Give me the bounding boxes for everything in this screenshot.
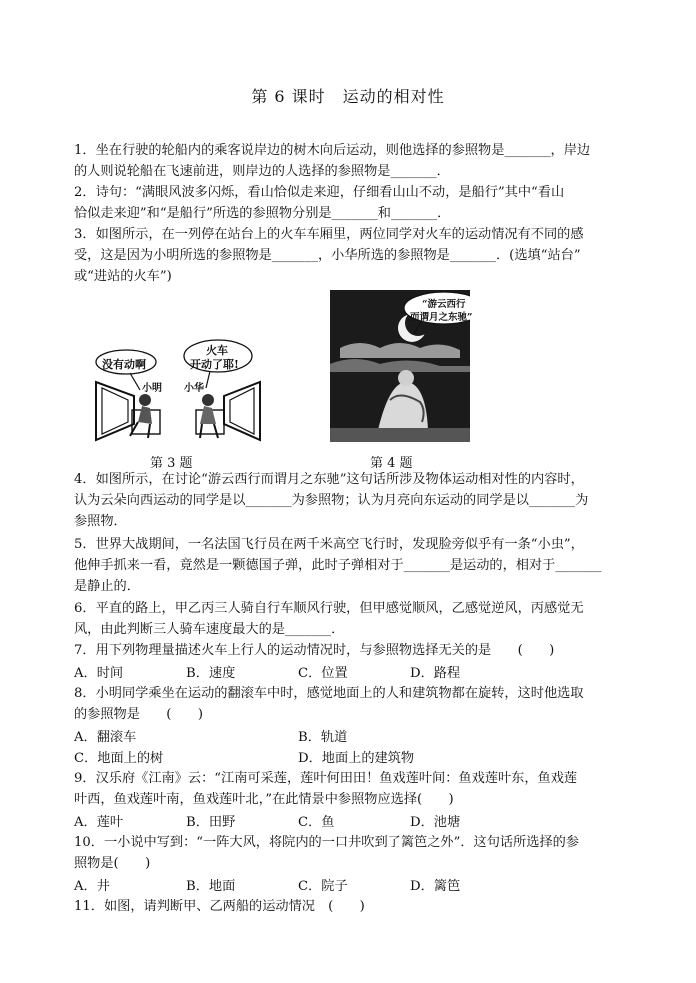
question-8-options-row1 <box>74 726 634 747</box>
question-10-options <box>74 875 634 896</box>
option-a: A．莲叶 <box>74 815 124 830</box>
label-xiaohua: 小华 <box>184 383 204 394</box>
question-9-options <box>74 811 634 832</box>
question-8-options-row2 <box>74 747 634 768</box>
bubble-line-2: 而谓月之东驰” <box>410 312 473 323</box>
bubble-line-1: “游云西行 <box>422 299 466 310</box>
option-a: A．时间 <box>74 666 124 681</box>
question-4: 4．如图所示，在讨论“游云西行而谓月之东驰”这句话所涉及物体运动相对性的内容时， 认为云朵向西运动的同学是以_______为参照物；认为月亮向东运动的同学是以_______为 参照物． <box>74 472 589 530</box>
option-d: D．路程 <box>410 666 461 681</box>
question-8: 8．小明同学乘坐在运动的翻滚车中时，感觉地面上的人和建筑物都在旋转，这时他选取 的参照物是 ( ) <box>74 686 584 723</box>
bubble-xiaoming: 没有动啊 <box>102 358 146 371</box>
option-c: C．院子 <box>298 879 348 894</box>
option-c: C．地面上的树 <box>74 751 164 766</box>
figure-3-caption: 第 3 题 <box>150 456 193 471</box>
figure-4 <box>330 290 473 442</box>
option-d: D．地面上的建筑物 <box>298 751 415 766</box>
question-7-options <box>74 662 634 683</box>
option-a: A．井 <box>74 879 110 894</box>
question-3: 3．如图所示，在一列停在站台上的火车车厢里，两位同学对火车的运动情况有不同的感 受，这是因为小明所选的参照物是_______，小华所选的参照物是_______．(选填“站台” 或“进站的火车”) <box>74 227 584 285</box>
page-title: 第 6 课时 运动的相对性 <box>251 87 445 106</box>
figure-3 <box>90 338 266 446</box>
question-1: 1．坐在行驶的轮船内的乘客说岸边的树木向后运动，则他选择的参照物是_______，岸边 的人则说轮船在飞速前进，则岸边的人选择的参照物是_______． <box>74 143 591 180</box>
question-5: 5．世界大战期间，一名法国飞行员在两千米高空飞行时，发现脸旁似乎有一条“小虫”， 他伸手抓来一看，竟然是一颗德国子弹，此时子弹相对于_______是运动的，相对于_______ 是静止的． <box>74 537 602 595</box>
option-b: B．地面 <box>186 879 236 894</box>
question-11: 11．如图，请判断甲、乙两船的运动情况 ( ) <box>74 899 365 914</box>
question-10: 10．一小说中写到：“一阵大风，将院内的一口井吹到了篱笆之外”．这句话所选择的参 照物是( ) <box>74 835 580 872</box>
label-xiaoming: 小明 <box>142 383 162 394</box>
option-a: A．翻滚车 <box>74 730 137 745</box>
bubble-xiaohua-line2: 开动了耶! <box>190 358 239 371</box>
option-b: B．轨道 <box>298 730 348 745</box>
option-d: D．池塘 <box>410 815 461 830</box>
option-b: B．速度 <box>186 666 236 681</box>
bubble-xiaohua-line1: 火车 <box>206 344 228 357</box>
option-d: D．篱笆 <box>410 879 461 894</box>
question-9: 9．汉乐府《江南》云：“江南可采莲，莲叶何田田！鱼戏莲叶间：鱼戏莲叶东，鱼戏莲 叶西，鱼戏莲叶南，鱼戏莲叶北，”在此情景中参照物应选择( ) <box>74 771 578 808</box>
option-c: C．鱼 <box>298 815 335 830</box>
train-students-illustration <box>90 338 266 446</box>
option-b: B．田野 <box>186 815 236 830</box>
question-6: 6．平直的路上，甲乙丙三人骑自行车顺风行驶，但甲感觉顺风，乙感觉逆风，丙感觉无 风，由此判断三人骑车速度最大的是_______． <box>74 601 584 638</box>
option-c: C．位置 <box>298 666 348 681</box>
question-2: 2．诗句：“满眼风波多闪烁，看山恰似走来迎，仔细看山山不动，是船行”其中“看山 恰似走来迎”和“是船行”所选的参照物分别是_______和_______． <box>74 185 565 222</box>
figure-4-caption: 第 4 题 <box>370 456 413 471</box>
question-7: 7．用下列物理量描述火车上行人的运动情况时，与参照物选择无关的是 ( ) <box>74 643 555 658</box>
